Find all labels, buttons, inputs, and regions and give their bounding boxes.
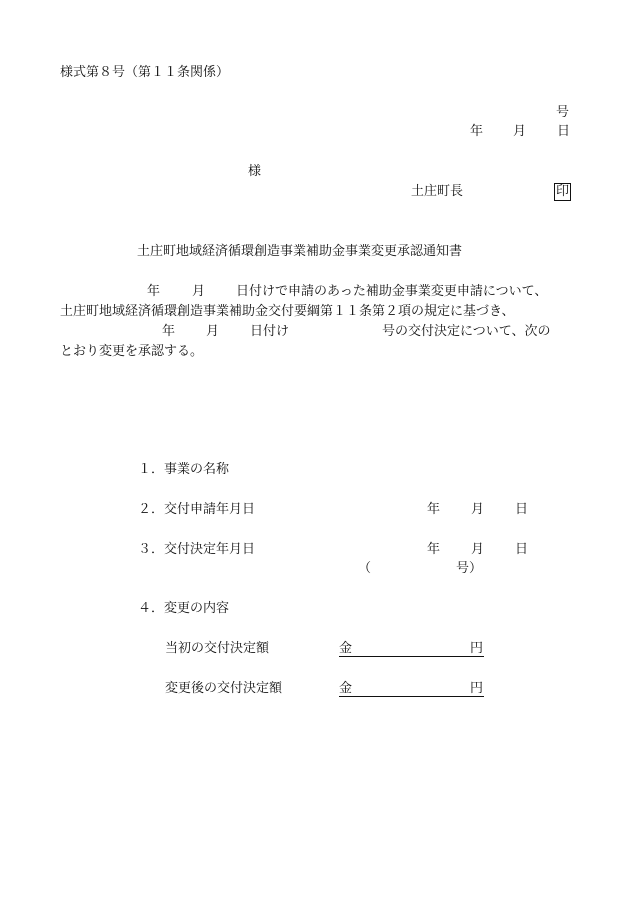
original-amount-underline bbox=[339, 656, 484, 657]
body-line1-text: 日付けで申請のあった補助金事業変更申請について、 bbox=[236, 284, 548, 299]
changed-amount-suffix: 円 bbox=[470, 681, 484, 696]
date-year-label: 年 bbox=[470, 124, 484, 139]
item-project-name: １．事業の名称 bbox=[138, 462, 230, 477]
seal-mark: 印 bbox=[556, 184, 570, 199]
body-line1-year: 年 bbox=[147, 284, 161, 299]
application-day: 日 bbox=[515, 502, 529, 517]
application-month: 月 bbox=[471, 502, 485, 517]
body-line4-text: とおり変更を承認する。 bbox=[60, 344, 204, 359]
body-line2-text: 土庄町地域経済循環創造事業補助金交付要綱第１１条第２項の規定に基づき、 bbox=[60, 304, 515, 319]
changed-amount-prefix: 金 bbox=[339, 681, 353, 696]
body-line3-year: 年 bbox=[162, 324, 176, 339]
decision-day: 日 bbox=[515, 542, 529, 557]
decision-number-open: （ bbox=[358, 561, 372, 576]
changed-amount-underline bbox=[339, 696, 484, 697]
original-amount-label: 当初の交付決定額 bbox=[165, 641, 270, 656]
body-line3-text: 号の交付決定について、次の bbox=[382, 324, 551, 339]
decision-month: 月 bbox=[471, 542, 485, 557]
date-day-label: 日 bbox=[557, 124, 571, 139]
body-line1-month: 月 bbox=[192, 284, 206, 299]
decision-number-close: 号） bbox=[456, 561, 483, 576]
document-number-label: 号 bbox=[556, 105, 570, 120]
body-line3-day: 日付け bbox=[250, 324, 290, 339]
issuer-name: 土庄町長 bbox=[411, 184, 464, 199]
original-amount-suffix: 円 bbox=[470, 641, 484, 656]
addressee-suffix: 様 bbox=[248, 164, 262, 179]
item-decision-date: ３．交付決定年月日 bbox=[138, 542, 256, 557]
item-change-content: ４．変更の内容 bbox=[138, 601, 230, 616]
application-year: 年 bbox=[427, 502, 441, 517]
original-amount-prefix: 金 bbox=[339, 641, 353, 656]
date-month-label: 月 bbox=[513, 124, 527, 139]
form-number-label: 様式第８号（第１１条関係） bbox=[60, 65, 230, 80]
document-title: 土庄町地域経済循環創造事業補助金事業変更承認通知書 bbox=[137, 244, 463, 259]
changed-amount-label: 変更後の交付決定額 bbox=[165, 681, 283, 696]
body-line3-month: 月 bbox=[206, 324, 220, 339]
decision-year: 年 bbox=[427, 542, 441, 557]
item-application-date: ２．交付申請年月日 bbox=[138, 502, 256, 517]
